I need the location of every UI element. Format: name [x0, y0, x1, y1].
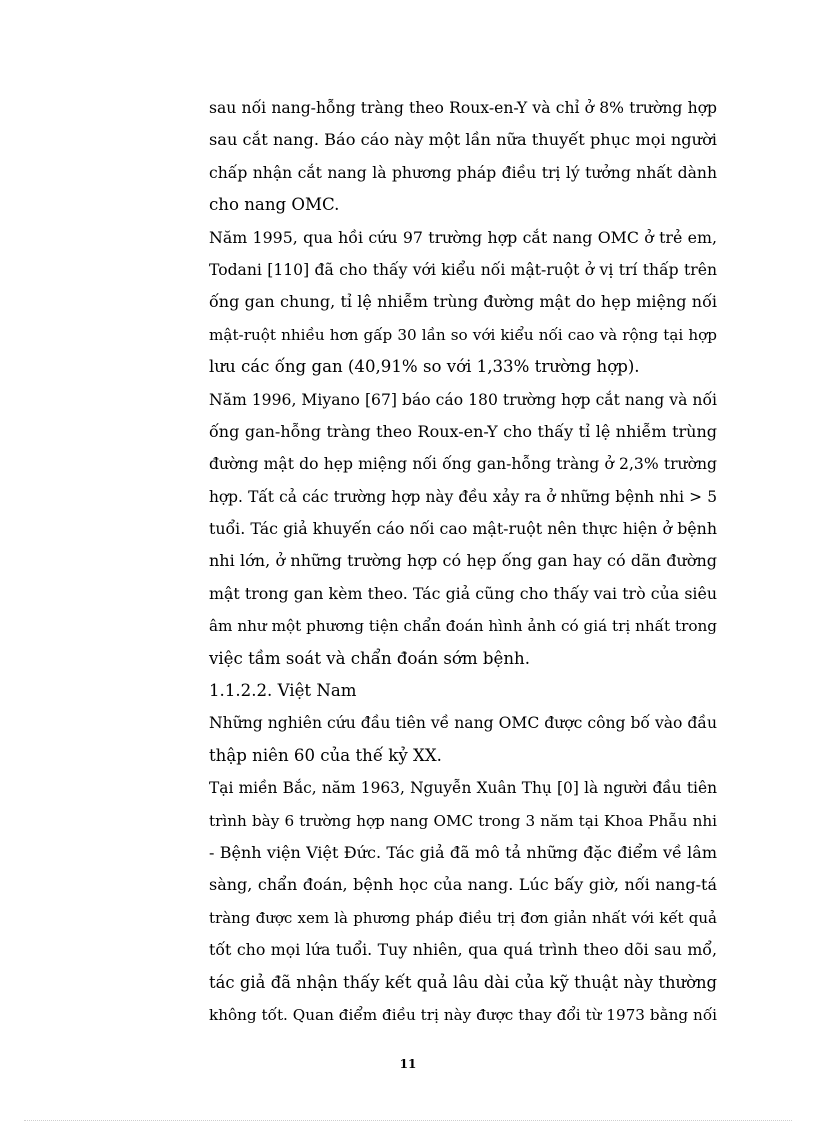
text-line: không tốt. Quan điểm điều trị này được thay đổi từ 1973 bằng nối	[209, 1005, 717, 1024]
text-line: tràng được xem là phương pháp điều trị đơn giản nhất với kết quả	[209, 908, 717, 927]
text-line: việc tầm soát và chẩn đoán sớm bệnh.	[209, 648, 530, 668]
text-line: âm như một phương tiện chẩn đoán hình ảnh có giá trị nhất trong	[209, 617, 717, 636]
text-line: Những nghiên cứu đầu tiên về nang OMC được công bố vào đầu	[209, 714, 717, 733]
text-line: cho nang OMC.	[209, 195, 340, 215]
text-line: tác giả đã nhận thấy kết quả lâu dài của kỹ thuật này thường	[209, 972, 717, 992]
text-line: nhi lớn, ở những trường hợp có hẹp ống gan hay có dãn đường	[209, 551, 717, 571]
text-line: lưu các ống gan (40,91% so với 1,33% trường hợp).	[209, 357, 640, 377]
section-heading: 1.1.2.2. Việt Nam	[209, 681, 357, 701]
text-line: Năm 1996, Miyano [67] báo cáo 180 trường hợp cắt nang và nối	[209, 390, 717, 409]
text-line: Todani [110] đã cho thấy với kiểu nối mật-ruột ở vị trí thấp trên	[209, 260, 717, 279]
text-line: mật trong gan kèm theo. Tác giả cũng cho thấy vai trò của siêu	[209, 583, 717, 603]
text-line: đường mật do hẹp miệng nối ống gan-hỗng tràng ở 2,3% trường	[209, 455, 717, 474]
text-line: sàng, chẩn đoán, bệnh học của nang. Lúc bấy giờ, nối nang-tá	[209, 875, 717, 895]
page-edge-divider	[24, 1120, 792, 1121]
text-line: mật-ruột nhiều hơn gấp 30 lần so với kiểu nối cao và rộng tại hợp	[209, 325, 717, 344]
text-line: ống gan chung, tỉ lệ nhiễm trùng đường mật do hẹp miệng nối	[209, 292, 717, 312]
text-line: sau nối nang-hỗng tràng theo Roux-en-Y và chỉ ở 8% trường hợp	[209, 99, 717, 117]
text-line: chấp nhận cắt nang là phương pháp điều trị lý tưởng nhất dành	[209, 163, 717, 182]
text-line: ống gan-hỗng tràng theo Roux-en-Y cho thấy tỉ lệ nhiễm trùng	[209, 421, 717, 441]
text-line: Năm 1995, qua hồi cứu 97 trường hợp cắt nang OMC ở trẻ em,	[209, 227, 717, 247]
text-line: Tại miền Bắc, năm 1963, Nguyễn Xuân Thụ [0] là người đầu tiên	[209, 779, 717, 798]
text-line: tốt cho mọi lứa tuổi. Tuy nhiên, qua quá trình theo dõi sau mổ,	[209, 940, 717, 960]
body-text	[209, 92, 717, 1031]
text-line: - Bệnh viện Việt Đức. Tác giả đã mô tả những đặc điểm về lâm	[209, 842, 717, 862]
text-line: hợp. Tất cả các trường hợp này đều xảy ra ở những bệnh nhi > 5	[209, 487, 717, 506]
page-number: 11	[399, 1057, 417, 1071]
text-line: trình bày 6 trường hợp nang OMC trong 3 năm tại Khoa Phẫu nhi	[209, 811, 717, 830]
text-line: thập niên 60 của thế kỷ XX.	[209, 745, 442, 765]
text-line: tuổi. Tác giả khuyến cáo nối cao mật-ruột nên thực hiện ở bệnh	[209, 519, 717, 539]
text-line: sau cắt nang. Báo cáo này một lần nữa thuyết phục mọi người	[209, 130, 717, 150]
